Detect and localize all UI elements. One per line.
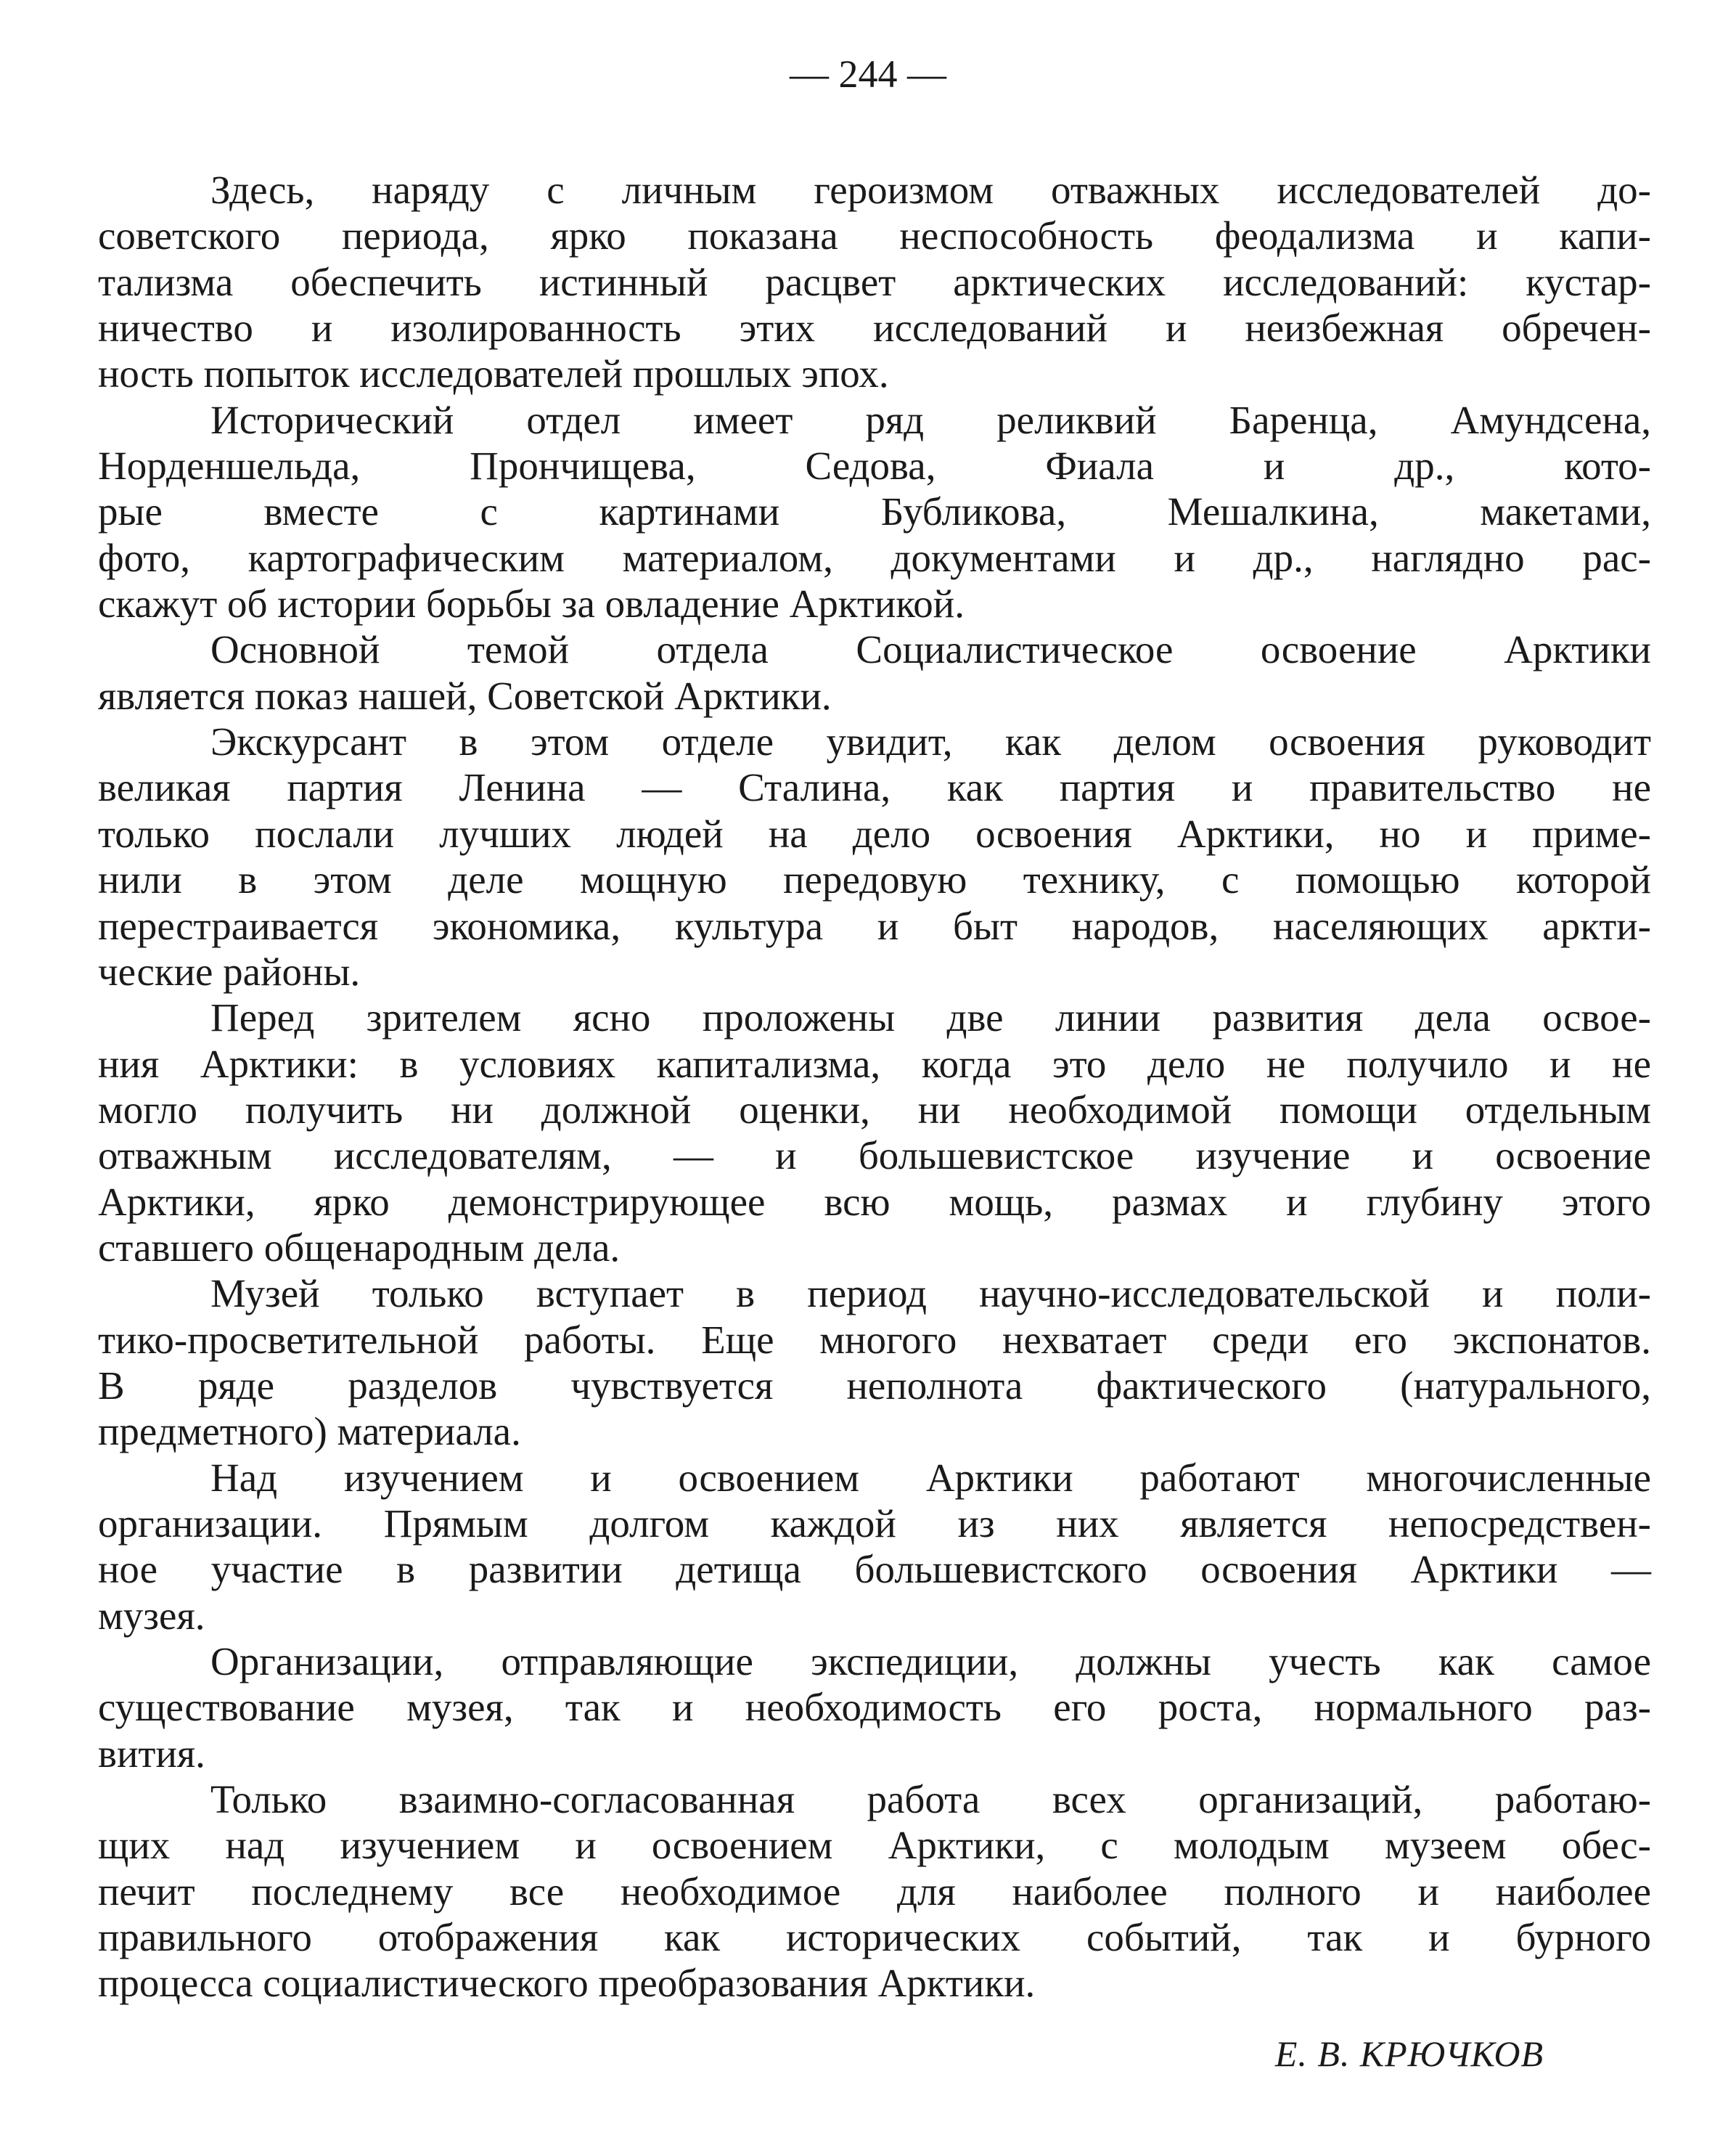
text-line: является показ нашей, Советской Арктики.	[98, 673, 832, 718]
paragraph	[98, 995, 1651, 1270]
text-line: Над изучением и освоением Арктики работают многочисленные	[210, 1455, 1651, 1500]
text-line: ное участие в развитии детища большевистского освоения Арктики —	[98, 1547, 1651, 1592]
paragraph	[98, 167, 1651, 397]
text-line: фото, картографическим материалом, документами и др., наглядно рас-	[98, 535, 1651, 580]
text-line: правильного отображения как исторических событий, так и бурного	[98, 1915, 1651, 1960]
text-line: Основной темой отдела Социалистическое освоение Арктики	[210, 627, 1651, 672]
text-line: процесса социалистического преобразования Арктики.	[98, 1961, 1036, 2006]
text-line: великая партия Ленина — Сталина, как партия и правительство не	[98, 765, 1651, 810]
paragraph	[98, 626, 1651, 719]
article-body	[98, 167, 1651, 2007]
text-line: Музей только вступает в период научно-исследовательской и поли-	[210, 1271, 1651, 1316]
text-line: тализма обеспечить истинный расцвет арктических исследований: кустар-	[98, 259, 1651, 304]
text-line: скажут об истории борьбы за овладение Арктикой.	[98, 581, 965, 626]
paragraph	[98, 1638, 1651, 1776]
text-line: щих над изучением и освоением Арктики, с молодым музеем обес-	[98, 1823, 1651, 1868]
text-line: предметного) материала.	[98, 1409, 521, 1454]
text-line: музея.	[98, 1593, 205, 1638]
text-line: Арктики, ярко демонстрирующее всю мощь, размах и глубину этого	[98, 1179, 1651, 1224]
paragraph	[98, 719, 1651, 995]
page-number: — 244 —	[790, 52, 946, 96]
text-line: существование музея, так и необходимость его роста, нормального раз-	[98, 1685, 1651, 1730]
paragraph	[98, 397, 1651, 627]
text-line: Организации, отправляющие экспедиции, должны учесть как самое	[210, 1639, 1651, 1683]
text-line: перестраивается экономика, культура и быт народов, населяющих аркти-	[98, 903, 1651, 948]
text-line: ничество и изолированность этих исследований и неизбежная обречен-	[98, 306, 1651, 351]
paragraph	[98, 1776, 1651, 2007]
text-line: ставшего общенародным дела.	[98, 1225, 621, 1270]
text-line: Перед зрителем ясно проложены две линии развития дела освое-	[210, 995, 1651, 1040]
text-line: вития.	[98, 1731, 205, 1776]
author-signature: Е. В. КРЮЧКОВ	[1274, 2033, 1544, 2074]
text-line: рые вместе с картинами Бубликова, Мешалкина, макетами,	[98, 489, 1651, 534]
text-line: Здесь, наряду с личным героизмом отважных исследователей до-	[210, 168, 1651, 212]
text-line: отважным исследователям, — и большевистское изучение и освоение	[98, 1133, 1651, 1178]
text-line: нили в этом деле мощную передовую технику, с помощью которой	[98, 857, 1651, 902]
text-line: Только взаимно-согласованная работа всех организаций, работаю-	[210, 1777, 1651, 1822]
paragraph	[98, 1455, 1651, 1638]
text-line: В ряде разделов чувствуется неполнота фактического (натурального,	[98, 1363, 1651, 1408]
text-line: Исторический отдел имеет ряд реликвий Баренца, Амундсена,	[210, 397, 1651, 442]
text-line: Норденшельда, Прончищева, Седова, Фиала и др., кото-	[98, 444, 1651, 489]
text-line: тико-просветительной работы. Еще многого нехватает среди его экспонатов.	[98, 1317, 1651, 1362]
text-line: Экскурсант в этом отделе увидит, как делом освоения руководит	[210, 719, 1651, 764]
text-line: ния Арктики: в условиях капитализма, когда это дело не получило и не	[98, 1041, 1651, 1086]
text-line: только послали лучших людей на дело освоения Арктики, но и приме-	[98, 811, 1651, 856]
paragraph	[98, 1270, 1651, 1454]
text-line: ческие районы.	[98, 949, 361, 994]
text-line: могло получить ни должной оценки, ни необходимой помощи отдельным	[98, 1087, 1651, 1132]
text-line: ность попыток исследователей прошлых эпох.	[98, 351, 889, 396]
text-line: организации. Прямым долгом каждой из них является непосредствен-	[98, 1501, 1651, 1546]
text-line: печит последнему все необходимое для наиболее полного и наиболее	[98, 1869, 1651, 1914]
text-line: советского периода, ярко показана неспособность феодализма и капи-	[98, 213, 1651, 258]
